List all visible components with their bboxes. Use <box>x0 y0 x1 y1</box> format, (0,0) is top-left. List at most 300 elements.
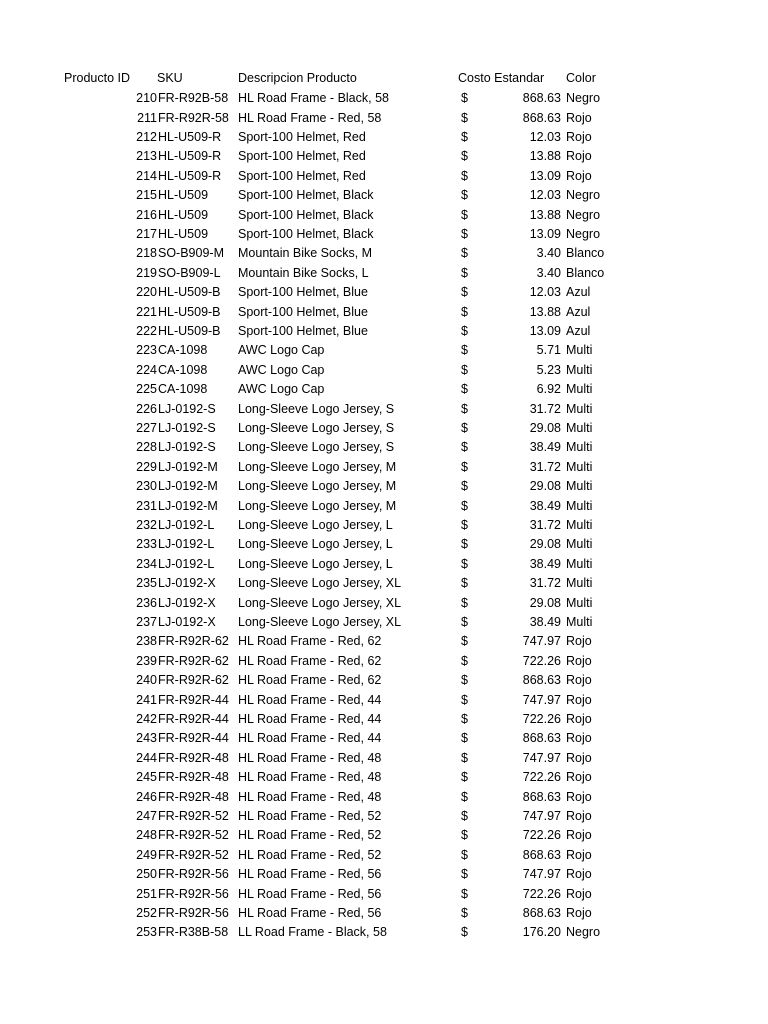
cell-sku: LJ-0192-S <box>158 401 216 416</box>
cell-costo: 38.49 <box>529 440 561 455</box>
cell-color: Azul <box>566 304 591 319</box>
table-row <box>0 671 768 690</box>
cell-producto-id: 229 <box>136 459 157 474</box>
cell-sku: FR-R92R-48 <box>158 750 229 765</box>
table-row <box>0 535 768 554</box>
cell-currency: $ <box>461 615 468 629</box>
cell-producto-id: 228 <box>136 440 157 455</box>
cell-producto-id: 248 <box>136 828 157 843</box>
table-row <box>0 923 768 942</box>
cell-currency: $ <box>461 207 468 222</box>
cell-producto-id: 231 <box>136 498 157 513</box>
cell-color: Rojo <box>566 906 592 920</box>
cell-producto-id: 224 <box>136 362 157 377</box>
cell-sku: SO-B909-L <box>158 265 221 280</box>
cell-costo: 13.09 <box>529 168 561 183</box>
cell-descripcion: HL Road Frame - Red, 58 <box>238 110 382 125</box>
table-row <box>0 147 768 166</box>
cell-currency: $ <box>461 886 468 901</box>
cell-producto-id: 236 <box>136 595 157 610</box>
cell-producto-id: 234 <box>136 556 157 571</box>
cell-sku: HL-U509-R <box>158 149 222 164</box>
header-descripcion: Descripcion Producto <box>238 71 357 85</box>
cell-color: Negro <box>566 91 601 106</box>
cell-color: Negro <box>566 207 601 222</box>
cell-costo: 722.26 <box>522 828 561 843</box>
cell-color: Multi <box>566 440 593 455</box>
cell-producto-id: 215 <box>136 188 157 203</box>
cell-costo: 38.49 <box>529 556 561 571</box>
cell-costo: 868.63 <box>522 906 561 920</box>
cell-descripcion: Sport-100 Helmet, Blue <box>238 304 368 319</box>
table-row <box>0 710 768 729</box>
cell-descripcion: HL Road Frame - Red, 52 <box>238 809 382 823</box>
cell-producto-id: 216 <box>136 207 157 222</box>
cell-currency: $ <box>461 401 468 416</box>
cell-currency: $ <box>461 168 468 183</box>
cell-costo: 13.09 <box>529 324 561 338</box>
cell-currency: $ <box>461 673 468 688</box>
cell-color: Rojo <box>566 789 592 804</box>
table-row <box>0 244 768 263</box>
cell-costo: 13.09 <box>529 227 561 241</box>
cell-sku: FR-R92R-58 <box>158 110 229 125</box>
cell-color: Blanco <box>566 265 605 280</box>
cell-sku: LJ-0192-M <box>158 479 218 494</box>
cell-sku: FR-R92B-58 <box>158 91 229 106</box>
cell-descripcion: Long-Sleeve Logo Jersey, XL <box>238 615 402 629</box>
cell-color: Rojo <box>566 847 592 862</box>
cell-descripcion: HL Road Frame - Red, 48 <box>238 750 382 765</box>
cell-costo: 868.63 <box>522 110 561 125</box>
cell-costo: 3.40 <box>536 265 561 280</box>
table-row <box>0 768 768 787</box>
table-row <box>0 264 768 283</box>
cell-costo: 12.03 <box>529 130 561 144</box>
table-row <box>0 322 768 341</box>
cell-producto-id: 238 <box>136 634 157 649</box>
header-costo: Costo Estandar <box>458 71 545 85</box>
cell-color: Azul <box>566 324 591 338</box>
cell-descripcion: Long-Sleeve Logo Jersey, L <box>238 537 393 552</box>
cell-currency: $ <box>461 595 468 610</box>
cell-producto-id: 241 <box>136 692 157 707</box>
cell-sku: CA-1098 <box>158 362 208 377</box>
cell-producto-id: 249 <box>136 847 157 862</box>
cell-sku: LJ-0192-L <box>158 537 215 552</box>
cell-costo: 31.72 <box>529 401 561 416</box>
cell-sku: LJ-0192-S <box>158 421 216 435</box>
cell-descripcion: LL Road Frame - Black, 58 <box>238 925 387 940</box>
cell-sku: FR-R92R-56 <box>158 886 229 901</box>
cell-costo: 176.20 <box>522 925 561 940</box>
cell-costo: 722.26 <box>522 712 561 726</box>
cell-color: Negro <box>566 227 601 241</box>
table-row <box>0 380 768 399</box>
table-row <box>0 574 768 593</box>
cell-sku: LJ-0192-X <box>158 595 216 610</box>
table-row <box>0 167 768 186</box>
cell-currency: $ <box>461 828 468 843</box>
table-row <box>0 419 768 438</box>
cell-color: Rojo <box>566 692 592 707</box>
table-row <box>0 109 768 128</box>
cell-descripcion: Long-Sleeve Logo Jersey, M <box>238 479 397 494</box>
table-row <box>0 283 768 302</box>
cell-producto-id: 212 <box>136 130 157 144</box>
cell-sku: FR-R92R-52 <box>158 809 229 823</box>
cell-sku: LJ-0192-L <box>158 518 215 532</box>
cell-currency: $ <box>461 343 468 358</box>
cell-color: Rojo <box>566 731 592 746</box>
cell-color: Multi <box>566 498 593 513</box>
cell-descripcion: Long-Sleeve Logo Jersey, M <box>238 459 397 474</box>
cell-descripcion: HL Road Frame - Red, 48 <box>238 770 382 785</box>
table-header-row <box>0 69 768 88</box>
cell-sku: HL-U509-B <box>158 324 221 338</box>
cell-currency: $ <box>461 227 468 241</box>
table-row <box>0 400 768 419</box>
cell-currency: $ <box>461 498 468 513</box>
cell-currency: $ <box>461 130 468 144</box>
cell-descripcion: Long-Sleeve Logo Jersey, M <box>238 498 397 513</box>
cell-color: Rojo <box>566 149 592 164</box>
cell-costo: 38.49 <box>529 498 561 513</box>
cell-costo: 29.08 <box>529 537 561 552</box>
cell-currency: $ <box>461 110 468 125</box>
cell-descripcion: Long-Sleeve Logo Jersey, XL <box>238 576 402 591</box>
cell-sku: FR-R92R-48 <box>158 770 229 785</box>
cell-color: Multi <box>566 421 593 435</box>
cell-sku: FR-R92R-44 <box>158 692 229 707</box>
cell-descripcion: HL Road Frame - Red, 44 <box>238 731 382 746</box>
cell-color: Multi <box>566 595 593 610</box>
cell-color: Rojo <box>566 867 592 882</box>
cell-costo: 747.97 <box>522 692 561 707</box>
cell-descripcion: Long-Sleeve Logo Jersey, S <box>238 440 395 455</box>
cell-costo: 868.63 <box>522 91 561 106</box>
cell-costo: 29.08 <box>529 595 561 610</box>
cell-producto-id: 221 <box>136 304 157 319</box>
cell-currency: $ <box>461 556 468 571</box>
cell-color: Rojo <box>566 712 592 726</box>
cell-currency: $ <box>461 285 468 300</box>
cell-sku: HL-U509 <box>158 188 209 203</box>
cell-producto-id: 223 <box>136 343 157 358</box>
cell-producto-id: 227 <box>136 421 157 435</box>
table-row <box>0 341 768 360</box>
cell-producto-id: 245 <box>136 770 157 785</box>
cell-descripcion: HL Road Frame - Red, 56 <box>238 886 382 901</box>
cell-color: Rojo <box>566 750 592 765</box>
cell-currency: $ <box>461 149 468 164</box>
cell-descripcion: Long-Sleeve Logo Jersey, XL <box>238 595 402 610</box>
cell-producto-id: 243 <box>136 731 157 746</box>
cell-costo: 5.23 <box>536 362 561 377</box>
cell-costo: 747.97 <box>522 634 561 649</box>
cell-color: Multi <box>566 518 593 532</box>
cell-costo: 31.72 <box>529 518 561 532</box>
cell-costo: 747.97 <box>522 809 561 823</box>
cell-sku: CA-1098 <box>158 382 208 397</box>
cell-producto-id: 226 <box>136 401 157 416</box>
cell-costo: 13.88 <box>529 304 561 319</box>
cell-producto-id: 237 <box>136 615 157 629</box>
cell-color: Rojo <box>566 130 592 144</box>
table-row <box>0 613 768 632</box>
cell-descripcion: Sport-100 Helmet, Black <box>238 227 374 241</box>
cell-color: Multi <box>566 459 593 474</box>
cell-costo: 38.49 <box>529 615 561 629</box>
cell-producto-id: 233 <box>136 537 157 552</box>
cell-producto-id: 230 <box>136 479 157 494</box>
cell-costo: 29.08 <box>529 479 561 494</box>
cell-color: Rojo <box>566 168 592 183</box>
cell-descripcion: HL Road Frame - Red, 56 <box>238 867 382 882</box>
cell-currency: $ <box>461 653 468 668</box>
cell-sku: HL-U509 <box>158 227 209 241</box>
cell-producto-id: 252 <box>136 906 157 920</box>
table-row <box>0 361 768 380</box>
cell-sku: FR-R92R-56 <box>158 867 229 882</box>
header-sku: SKU <box>157 71 183 85</box>
cell-currency: $ <box>461 867 468 882</box>
cell-costo: 31.72 <box>529 459 561 474</box>
cell-descripcion: Mountain Bike Socks, M <box>238 246 373 261</box>
cell-costo: 868.63 <box>522 731 561 746</box>
cell-costo: 31.72 <box>529 576 561 591</box>
cell-costo: 747.97 <box>522 750 561 765</box>
cell-costo: 29.08 <box>529 421 561 435</box>
cell-sku: HL-U509-B <box>158 285 221 300</box>
cell-color: Rojo <box>566 886 592 901</box>
table-row <box>0 206 768 225</box>
cell-descripcion: Sport-100 Helmet, Red <box>238 168 366 183</box>
cell-costo: 13.88 <box>529 207 561 222</box>
cell-currency: $ <box>461 925 468 940</box>
cell-descripcion: Sport-100 Helmet, Black <box>238 188 374 203</box>
cell-currency: $ <box>461 440 468 455</box>
cell-currency: $ <box>461 576 468 591</box>
cell-sku: LJ-0192-S <box>158 440 216 455</box>
cell-sku: LJ-0192-X <box>158 615 216 629</box>
cell-color: Negro <box>566 188 601 203</box>
cell-descripcion: HL Road Frame - Red, 44 <box>238 692 382 707</box>
cell-currency: $ <box>461 634 468 649</box>
table-row <box>0 632 768 651</box>
cell-descripcion: HL Road Frame - Black, 58 <box>238 91 389 106</box>
table-row <box>0 186 768 205</box>
cell-descripcion: Long-Sleeve Logo Jersey, S <box>238 401 395 416</box>
cell-color: Multi <box>566 576 593 591</box>
cell-color: Rojo <box>566 634 592 649</box>
table-row <box>0 497 768 516</box>
cell-costo: 722.26 <box>522 886 561 901</box>
cell-sku: FR-R92R-44 <box>158 731 229 746</box>
cell-costo: 13.88 <box>529 149 561 164</box>
cell-descripcion: AWC Logo Cap <box>238 362 325 377</box>
cell-sku: SO-B909-M <box>158 246 224 261</box>
cell-descripcion: Sport-100 Helmet, Blue <box>238 324 368 338</box>
table-row <box>0 652 768 671</box>
table-row <box>0 788 768 807</box>
cell-color: Rojo <box>566 653 592 668</box>
header-color: Color <box>566 71 596 85</box>
cell-currency: $ <box>461 731 468 746</box>
cell-descripcion: HL Road Frame - Red, 62 <box>238 634 382 649</box>
cell-producto-id: 253 <box>136 925 157 940</box>
cell-descripcion: Long-Sleeve Logo Jersey, S <box>238 421 395 435</box>
cell-color: Rojo <box>566 110 592 125</box>
cell-currency: $ <box>461 188 468 203</box>
header-producto-id: Producto ID <box>64 71 131 85</box>
cell-descripcion: HL Road Frame - Red, 56 <box>238 906 382 920</box>
cell-descripcion: Sport-100 Helmet, Red <box>238 149 366 164</box>
cell-descripcion: HL Road Frame - Red, 48 <box>238 789 382 804</box>
cell-color: Negro <box>566 925 601 940</box>
cell-descripcion: HL Road Frame - Red, 44 <box>238 712 382 726</box>
table-row <box>0 865 768 884</box>
cell-color: Rojo <box>566 809 592 823</box>
table-row <box>0 89 768 108</box>
cell-descripcion: HL Road Frame - Red, 52 <box>238 828 382 843</box>
cell-currency: $ <box>461 421 468 435</box>
table-row <box>0 555 768 574</box>
cell-producto-id: 232 <box>136 518 157 532</box>
cell-currency: $ <box>461 712 468 726</box>
cell-costo: 12.03 <box>529 285 561 300</box>
cell-producto-id: 220 <box>136 285 157 300</box>
cell-sku: LJ-0192-L <box>158 556 215 571</box>
cell-producto-id: 242 <box>136 712 157 726</box>
cell-currency: $ <box>461 692 468 707</box>
cell-descripcion: Sport-100 Helmet, Blue <box>238 285 368 300</box>
cell-color: Multi <box>566 615 593 629</box>
cell-sku: FR-R92R-48 <box>158 789 229 804</box>
table-row <box>0 477 768 496</box>
table-row <box>0 438 768 457</box>
cell-descripcion: Sport-100 Helmet, Red <box>238 130 366 144</box>
cell-producto-id: 239 <box>136 653 157 668</box>
cell-currency: $ <box>461 265 468 280</box>
table-row <box>0 749 768 768</box>
cell-descripcion: Long-Sleeve Logo Jersey, L <box>238 556 393 571</box>
cell-producto-id: 218 <box>136 246 157 261</box>
table-row <box>0 128 768 147</box>
cell-producto-id: 210 <box>136 91 157 106</box>
cell-producto-id: 219 <box>136 265 157 280</box>
cell-descripcion: AWC Logo Cap <box>238 382 325 397</box>
cell-costo: 722.26 <box>522 770 561 785</box>
cell-sku: FR-R92R-62 <box>158 673 229 688</box>
cell-producto-id: 222 <box>136 324 157 338</box>
cell-color: Multi <box>566 556 593 571</box>
cell-sku: FR-R92R-52 <box>158 828 229 843</box>
cell-currency: $ <box>461 518 468 532</box>
cell-color: Azul <box>566 285 591 300</box>
table-row <box>0 729 768 748</box>
table-row <box>0 594 768 613</box>
cell-sku: HL-U509-R <box>158 130 222 144</box>
cell-color: Multi <box>566 362 593 377</box>
cell-color: Multi <box>566 537 593 552</box>
cell-sku: FR-R92R-62 <box>158 653 229 668</box>
cell-sku: CA-1098 <box>158 343 208 358</box>
cell-sku: FR-R92R-62 <box>158 634 229 649</box>
cell-producto-id: 213 <box>136 149 157 164</box>
cell-descripcion: HL Road Frame - Red, 52 <box>238 847 382 862</box>
cell-sku: LJ-0192-M <box>158 459 218 474</box>
cell-sku: HL-U509-B <box>158 304 221 319</box>
table-row <box>0 807 768 826</box>
cell-currency: $ <box>461 537 468 552</box>
cell-costo: 868.63 <box>522 673 561 688</box>
cell-currency: $ <box>461 479 468 494</box>
cell-costo: 868.63 <box>522 789 561 804</box>
cell-color: Multi <box>566 382 593 397</box>
cell-descripcion: Sport-100 Helmet, Black <box>238 207 374 222</box>
cell-producto-id: 251 <box>136 886 157 901</box>
table-row <box>0 846 768 865</box>
cell-sku: LJ-0192-M <box>158 498 218 513</box>
cell-costo: 868.63 <box>522 847 561 862</box>
table-row <box>0 904 768 923</box>
cell-currency: $ <box>461 847 468 862</box>
cell-producto-id: 225 <box>136 382 157 397</box>
table-row <box>0 885 768 904</box>
cell-sku: HL-U509 <box>158 207 209 222</box>
cell-producto-id: 246 <box>136 789 157 804</box>
cell-producto-id: 247 <box>136 809 157 823</box>
cell-sku: HL-U509-R <box>158 168 222 183</box>
cell-color: Rojo <box>566 828 592 843</box>
cell-currency: $ <box>461 906 468 920</box>
cell-descripcion: AWC Logo Cap <box>238 343 325 358</box>
cell-currency: $ <box>461 789 468 804</box>
table-row <box>0 516 768 535</box>
cell-color: Blanco <box>566 246 605 261</box>
cell-sku: FR-R92R-52 <box>158 847 229 862</box>
cell-sku: FR-R38B-58 <box>158 925 229 940</box>
cell-currency: $ <box>461 91 468 106</box>
cell-costo: 3.40 <box>536 246 561 261</box>
cell-producto-id: 250 <box>136 867 157 882</box>
table-row <box>0 225 768 244</box>
cell-color: Multi <box>566 479 593 494</box>
cell-descripcion: HL Road Frame - Red, 62 <box>238 653 382 668</box>
cell-producto-id: 235 <box>136 576 157 591</box>
cell-sku: FR-R92R-56 <box>158 906 229 920</box>
cell-costo: 5.71 <box>536 343 561 358</box>
cell-costo: 12.03 <box>529 188 561 203</box>
cell-color: Rojo <box>566 770 592 785</box>
cell-descripcion: Long-Sleeve Logo Jersey, L <box>238 518 393 532</box>
cell-color: Multi <box>566 343 593 358</box>
cell-currency: $ <box>461 304 468 319</box>
cell-producto-id: 211 <box>137 110 157 125</box>
cell-producto-id: 244 <box>136 750 157 765</box>
cell-currency: $ <box>461 246 468 261</box>
cell-currency: $ <box>461 362 468 377</box>
cell-descripcion: HL Road Frame - Red, 62 <box>238 673 382 688</box>
table-row <box>0 303 768 322</box>
cell-sku: LJ-0192-X <box>158 576 216 591</box>
cell-currency: $ <box>461 324 468 338</box>
cell-currency: $ <box>461 770 468 785</box>
cell-currency: $ <box>461 809 468 823</box>
cell-producto-id: 240 <box>136 673 157 688</box>
cell-producto-id: 217 <box>136 227 157 241</box>
